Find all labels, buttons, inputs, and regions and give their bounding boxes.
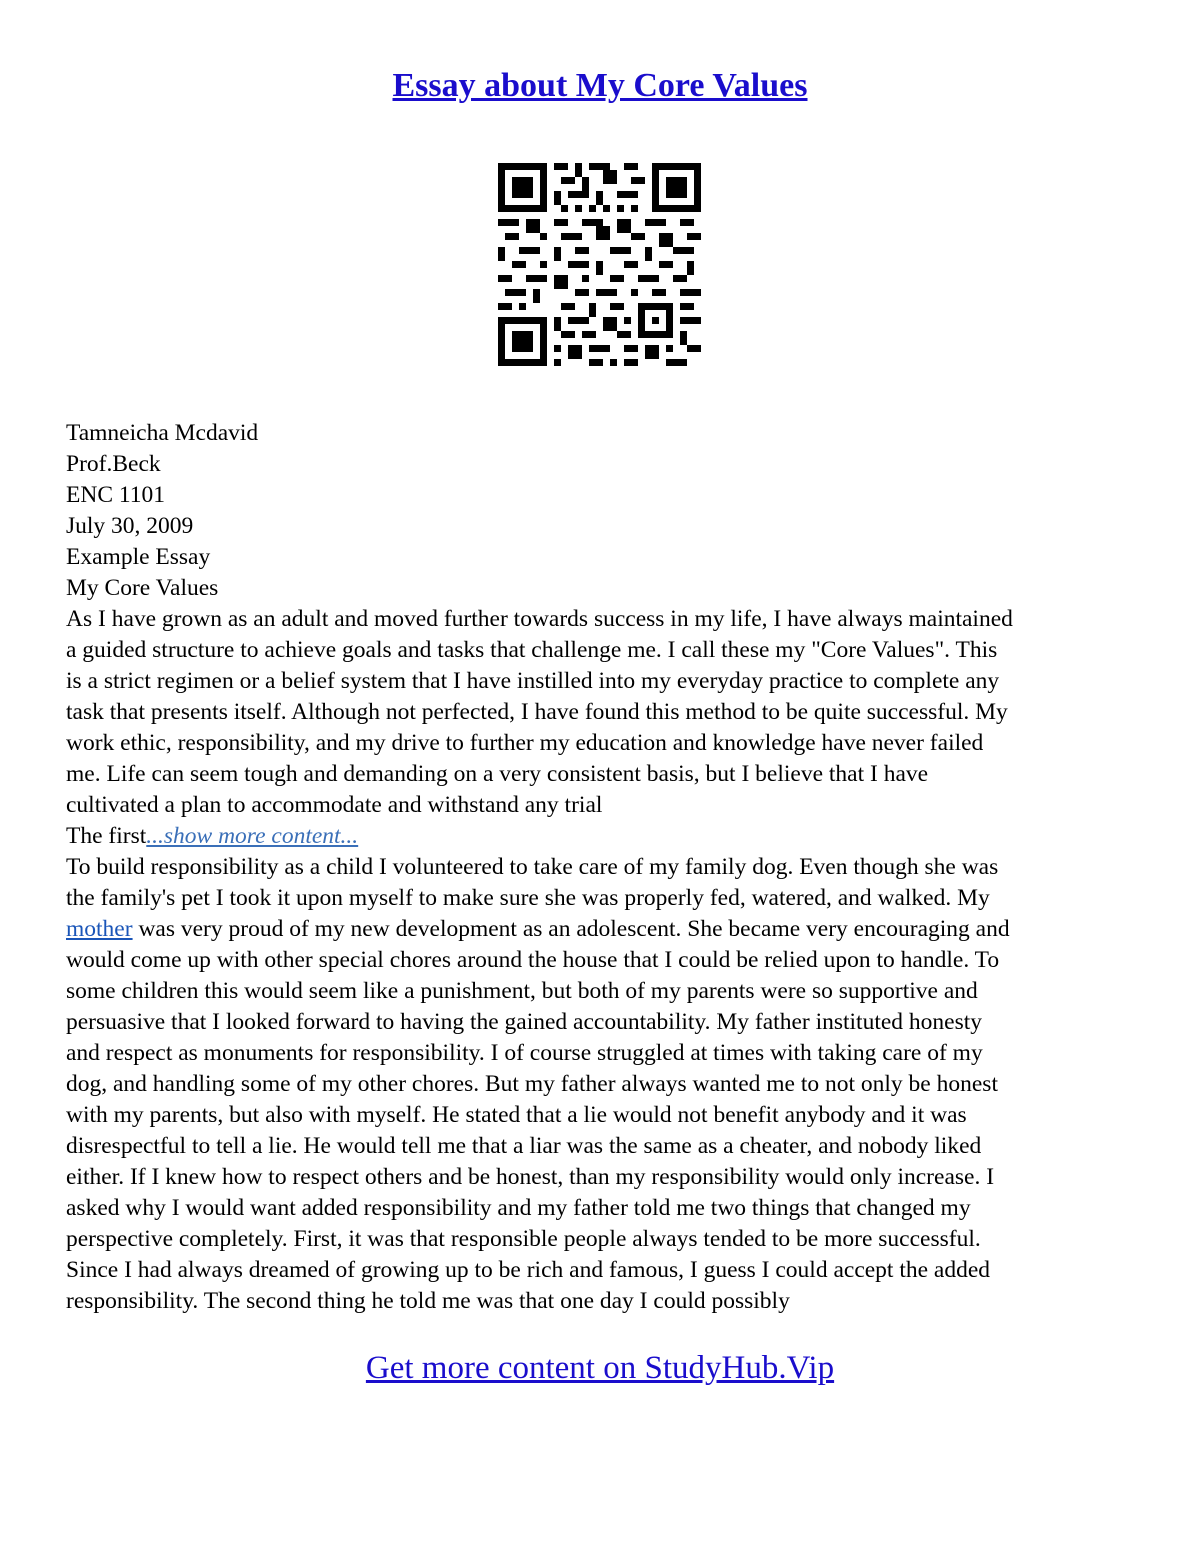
date-line: July 30, 2009 (66, 513, 194, 539)
paragraph-line: with my parents, but also with myself. He stated that a lie would not benefit anybody and it was (66, 1102, 967, 1128)
paragraph-line-with-link (66, 914, 1146, 945)
paragraph-line: persuasive that I looked forward to having the gained accountability. My father instituted honesty (66, 1009, 983, 1035)
paragraph-line: To build responsibility as a child I volunteered to take care of my family dog. Even though she was (66, 854, 999, 880)
professor-line: Prof.Beck (66, 451, 161, 477)
paragraph-line: some children this would seem like a punishment, but both of my parents were so supportive and (66, 978, 978, 1004)
paragraph-line: Since I had always dreamed of growing up to be rich and famous, I guess I could accept the added (66, 1257, 991, 1283)
qr-code-icon (498, 163, 701, 366)
paragraph-line: and respect as monuments for responsibility. I of course struggled at times with taking care of my (66, 1040, 983, 1066)
essay-body (66, 418, 1146, 1317)
paragraph-line: cultivated a plan to accommodate and withstand any trial (66, 792, 603, 818)
paragraph-line: would come up with other special chores around the house that I could be relied upon to handle. To (66, 947, 1000, 973)
paragraph-line: either. If I knew how to respect others and be honest, than my responsibility would only increase. I (66, 1164, 995, 1190)
paragraph-line: responsibility. The second thing he told me was that one day I could possibly (66, 1288, 790, 1314)
paragraph-line: dog, and handling some of my other chores. But my father always wanted me to not only be honest (66, 1071, 998, 1097)
show-more-prefix: The first (66, 823, 147, 849)
document-title-link[interactable]: Essay about My Core Values (392, 67, 808, 104)
document-title-container (0, 64, 1200, 108)
essay-type-line: Example Essay (66, 544, 211, 570)
paragraph-line: As I have grown as an adult and moved further towards success in my life, I have always maintained (66, 606, 1013, 632)
paragraph-line-rest: was very proud of my new development as an adolescent. She became very encouraging and (132, 916, 1010, 942)
show-more-line (66, 821, 1146, 852)
paragraph-line: disrespectful to tell a lie. He would tell me that a liar was the same as a cheater, and nobody liked (66, 1133, 982, 1159)
paragraph-line: the family's pet I took it upon myself to make sure she was properly fed, watered, and walked. My (66, 885, 990, 911)
paragraph-line: is a strict regimen or a belief system that I have instilled into my everyday practice to complete any (66, 668, 1000, 694)
paragraph-line: perspective completely. First, it was that responsible people always tended to be more successful. (66, 1226, 981, 1252)
get-more-content-link[interactable]: Get more content on StudyHub.Vip (365, 1350, 835, 1386)
essay-title-line: My Core Values (66, 575, 219, 601)
paragraph-line: task that presents itself. Although not perfected, I have found this method to be quite successful. My (66, 699, 1008, 725)
paragraph-line: me. Life can seem tough and demanding on a very consistent basis, but I believe that I have (66, 761, 929, 787)
paragraph-line: a guided structure to achieve goals and tasks that challenge me. I call these my "Core Values". This (66, 637, 998, 663)
paragraph-line: asked why I would want added responsibility and my father told me two things that changed my (66, 1195, 971, 1221)
author-line: Tamneicha Mcdavid (66, 420, 259, 446)
mother-link[interactable]: mother (66, 916, 133, 942)
footer-container (0, 1346, 1200, 1390)
show-more-link[interactable]: ...show more content... (146, 823, 359, 849)
paragraph-line: work ethic, responsibility, and my drive to further my education and knowledge have never failed (66, 730, 984, 756)
course-line: ENC 1101 (66, 482, 166, 508)
